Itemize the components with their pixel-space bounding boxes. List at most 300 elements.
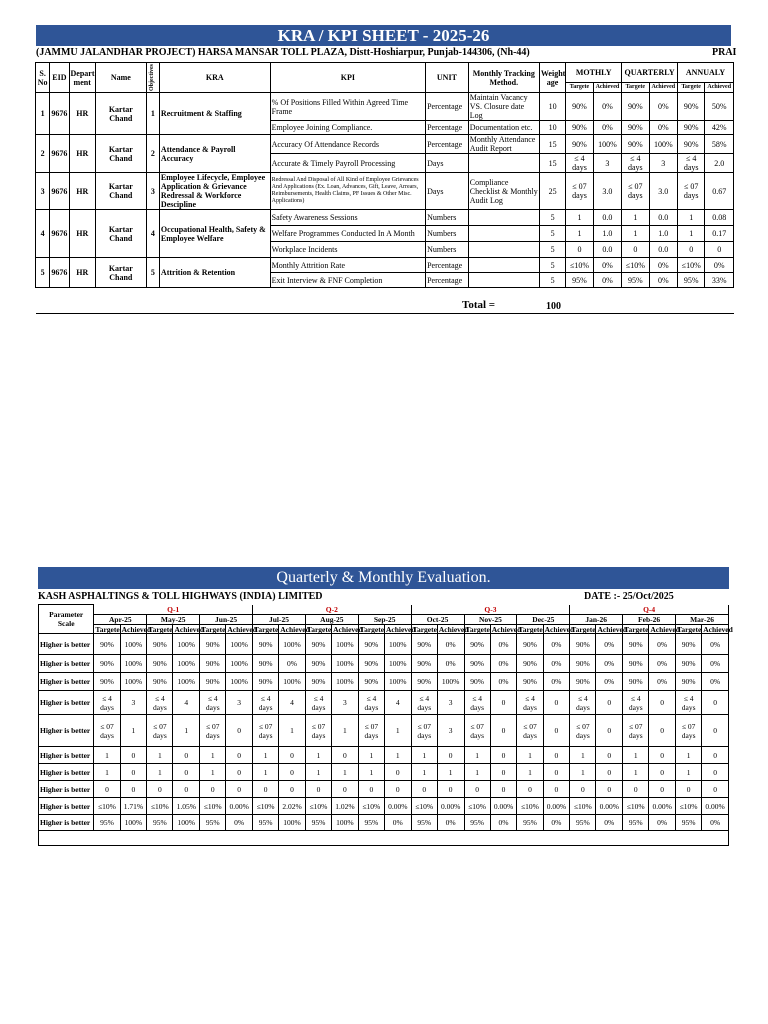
eval-value-cell: 90%	[147, 634, 173, 655]
eval-value-cell: 100%	[173, 815, 200, 831]
eval-value-cell: 3	[437, 691, 464, 715]
eval-value-cell: 0%	[384, 815, 411, 831]
eval-value-cell: 0	[490, 691, 517, 715]
eval-value-cell: 100%	[384, 673, 411, 691]
objective-cell: 5	[146, 258, 159, 288]
value-cell: 5	[539, 210, 565, 226]
eval-value-cell: 0%	[702, 634, 729, 655]
tracking-cell	[468, 242, 539, 258]
eval-value-cell: ≤ 07 days	[253, 715, 279, 747]
evaluation-row	[39, 781, 729, 798]
sno-cell: 5	[36, 258, 50, 288]
value-cell: 15	[539, 154, 565, 173]
sub-targete: Targete	[95, 624, 120, 634]
eval-value-cell: ≤ 4 days	[94, 691, 120, 715]
eval-value-cell: 95%	[200, 815, 226, 831]
value-cell: 90%	[622, 121, 649, 135]
sub-achieved: Achieved	[385, 624, 416, 634]
eval-value-cell: 0	[279, 781, 306, 798]
eval-value-cell: 0	[676, 781, 702, 798]
eval-value-cell: ≤10%	[464, 798, 490, 815]
value-cell: 0%	[593, 258, 621, 273]
eval-value-cell: ≤ 07 days	[623, 715, 649, 747]
value-cell: ≤ 07 days	[622, 173, 649, 210]
kra-row	[36, 93, 734, 121]
value-cell: 90%	[622, 93, 649, 121]
eval-value-cell: 90%	[517, 673, 543, 691]
sub-achieved: Achieved	[438, 624, 469, 634]
eval-value-cell: 95%	[623, 815, 649, 831]
eval-value-cell: 0	[226, 781, 253, 798]
eval-value-cell: ≤ 07 days	[464, 715, 490, 747]
scale-cell: Higher is better	[39, 715, 94, 747]
sheet-subtitle-right: PRAI	[712, 47, 737, 58]
eval-value-cell: 1	[570, 747, 596, 764]
sub-achieved: Achieved	[121, 624, 152, 634]
eval-value-cell: 4	[279, 691, 306, 715]
value-cell: 0.0	[593, 210, 621, 226]
eval-value-cell: 90%	[676, 634, 702, 655]
value-cell: 0	[622, 242, 649, 258]
eval-value-cell: 90%	[358, 655, 384, 673]
eval-value-cell: 0	[437, 747, 464, 764]
eval-value-cell: 90%	[253, 655, 279, 673]
eval-value-cell: 0%	[543, 634, 570, 655]
eval-value-cell: 0	[358, 781, 384, 798]
eval-value-cell: 0	[464, 781, 490, 798]
eval-value-cell: 0%	[649, 815, 676, 831]
value-cell: 25	[539, 173, 565, 210]
eval-value-cell: 1	[411, 764, 437, 781]
eval-value-cell: 90%	[517, 655, 543, 673]
scale-cell: Higher is better	[39, 673, 94, 691]
eval-value-cell: 0	[543, 715, 570, 747]
value-cell: 95%	[622, 273, 649, 288]
value-cell: 1	[566, 226, 593, 242]
sub-achieved: Achieved	[280, 624, 310, 634]
eval-value-cell: 0	[332, 747, 359, 764]
col-annualy: ANNUALY	[678, 63, 734, 83]
kra-row	[36, 135, 734, 154]
eval-value-cell: ≤ 4 days	[253, 691, 279, 715]
sub-targete: Targete	[148, 624, 173, 634]
value-cell: 58%	[705, 135, 734, 154]
value-cell: ≤10%	[622, 258, 649, 273]
eval-value-cell: 95%	[411, 815, 437, 831]
value-cell: 100%	[593, 135, 621, 154]
eval-value-cell: 0%	[437, 634, 464, 655]
value-cell: 3	[649, 154, 677, 173]
eval-value-cell: 1	[94, 764, 120, 781]
eval-value-cell: 2.02%	[279, 798, 306, 815]
eval-value-cell: 0	[411, 781, 437, 798]
evaluation-title: Quarterly & Monthly Evaluation.	[38, 567, 729, 589]
eval-value-cell: 1	[464, 747, 490, 764]
sub-targete: Targete	[677, 624, 702, 634]
eval-value-cell: 1.71%	[120, 798, 147, 815]
eval-value-cell: 1	[200, 747, 226, 764]
eval-value-cell: 100%	[173, 634, 200, 655]
eval-value-cell: 1	[358, 747, 384, 764]
value-cell: 1	[678, 210, 705, 226]
eval-value-cell: 0	[570, 781, 596, 798]
value-cell: 2.0	[705, 154, 734, 173]
kra-row	[36, 173, 734, 210]
value-cell: 95%	[566, 273, 593, 288]
tracking-cell: Documentation etc.	[468, 121, 539, 135]
eval-value-cell: 1.05%	[173, 798, 200, 815]
sub-targete: Targete	[622, 83, 649, 93]
eval-value-cell: 0	[543, 781, 570, 798]
sub-achieved: Achieved	[491, 624, 522, 634]
kra-cell: Attendance & Payroll Accuracy	[159, 135, 270, 173]
col-sno: S. No	[36, 63, 50, 93]
value-cell: 100%	[649, 135, 677, 154]
eval-value-cell: 100%	[226, 634, 253, 655]
value-cell: 0.0	[593, 242, 621, 258]
eval-value-cell: 90%	[676, 673, 702, 691]
eval-value-cell: 0	[173, 781, 200, 798]
unit-cell: Days	[426, 154, 469, 173]
sub-targete: Targete	[678, 83, 705, 93]
value-cell: 3.0	[593, 173, 621, 210]
eval-value-cell: 3	[437, 715, 464, 747]
value-cell: 5	[539, 242, 565, 258]
scale-cell: Higher is better	[39, 691, 94, 715]
eval-value-cell: 0%	[543, 673, 570, 691]
eval-value-cell: 0	[649, 764, 676, 781]
eval-value-cell: 0	[649, 691, 676, 715]
kpi-cell: Employee Joining Compliance.	[270, 121, 425, 135]
eval-value-cell: 95%	[570, 815, 596, 831]
sub-achieved: Achieved	[544, 624, 575, 634]
sub-achieved: Achieved	[705, 83, 734, 93]
eval-value-cell: 0	[279, 747, 306, 764]
eval-value-cell: 1	[676, 764, 702, 781]
value-cell: 0%	[649, 273, 677, 288]
eval-value-cell: 0	[332, 781, 359, 798]
dept-cell: HR	[69, 210, 95, 258]
evaluation-row	[39, 815, 729, 831]
value-cell: 90%	[678, 135, 705, 154]
value-cell: ≤ 07 days	[678, 173, 705, 210]
value-cell: 0%	[649, 93, 677, 121]
evaluation-row	[39, 798, 729, 815]
eval-value-cell: ≤10%	[200, 798, 226, 815]
eval-value-cell: 1	[253, 764, 279, 781]
month-header: Sep-25	[358, 615, 411, 625]
name-cell: Kartar Chand	[95, 93, 146, 135]
value-cell: 1	[622, 210, 649, 226]
eval-value-cell: 0%	[702, 655, 729, 673]
tracking-cell	[468, 226, 539, 242]
eval-value-cell: 0	[702, 781, 729, 798]
tracking-cell	[468, 210, 539, 226]
value-cell: 0%	[593, 273, 621, 288]
eval-value-cell: 0.00%	[596, 798, 623, 815]
eval-value-cell: 100%	[173, 673, 200, 691]
sub-targete: Targete	[518, 624, 543, 634]
company-name: KASH ASPHALTINGS & TOLL HIGHWAYS (INDIA) LIMITED	[38, 591, 323, 602]
eval-value-cell: 0%	[490, 815, 517, 831]
eval-value-cell: 0%	[490, 673, 517, 691]
eval-value-cell: 90%	[253, 634, 279, 655]
sub-targete: Targete	[566, 83, 593, 93]
kpi-cell: Redressal And Disposal of All Kind of Employee Grievances And Applications (Ex. Loan, Advances, Gift, Leave, Arrears, Reimbursements, Health Claims, PF Issues & Other Misc. Applications)	[270, 173, 425, 210]
month-header: May-25	[147, 615, 200, 625]
eval-value-cell: ≤10%	[358, 798, 384, 815]
eval-value-cell: 0	[384, 764, 411, 781]
eval-value-cell: 90%	[94, 655, 120, 673]
unit-cell: Percentage	[426, 121, 469, 135]
eval-value-cell: ≤ 4 days	[676, 691, 702, 715]
eval-value-cell: 0	[702, 715, 729, 747]
eval-value-cell: 1	[437, 764, 464, 781]
eval-value-cell: 0%	[279, 655, 306, 673]
col-unit: UNIT	[426, 63, 469, 93]
month-header: Dec-25	[517, 615, 570, 625]
eval-value-cell: 100%	[332, 815, 359, 831]
value-cell: 0	[678, 242, 705, 258]
eval-value-cell: ≤10%	[623, 798, 649, 815]
eval-value-cell: 0	[173, 747, 200, 764]
eval-value-cell: 0.00%	[649, 798, 676, 815]
eval-value-cell: 0.00%	[702, 798, 729, 815]
eval-value-cell: 95%	[253, 815, 279, 831]
eval-value-cell: ≤ 07 days	[94, 715, 120, 747]
objective-cell: 1	[146, 93, 159, 135]
col-kra: KRA	[159, 63, 270, 93]
evaluation-row	[39, 764, 729, 781]
sub-targete: Targete	[201, 624, 226, 634]
dept-cell: HR	[69, 258, 95, 288]
eval-value-cell: 90%	[623, 655, 649, 673]
eid-cell: 9676	[50, 210, 69, 258]
value-cell: 5	[539, 258, 565, 273]
eval-value-cell: 0	[226, 764, 253, 781]
eval-value-cell: 0	[649, 781, 676, 798]
eval-value-cell: ≤ 07 days	[517, 715, 543, 747]
col-tracking: Monthly Tracking Method.	[468, 63, 539, 93]
eval-value-cell: 90%	[411, 673, 437, 691]
eval-value-cell: 90%	[464, 655, 490, 673]
eval-value-cell: 1	[623, 764, 649, 781]
value-cell: 3.0	[649, 173, 677, 210]
scale-cell: Higher is better	[39, 815, 94, 831]
eval-value-cell: 90%	[464, 634, 490, 655]
empty-row	[39, 831, 729, 846]
objective-cell: 4	[146, 210, 159, 258]
eval-value-cell: 0	[120, 781, 147, 798]
eval-value-cell: 95%	[517, 815, 543, 831]
name-cell: Kartar Chand	[95, 210, 146, 258]
eval-value-cell: ≤ 4 days	[305, 691, 331, 715]
kra-cell: Occupational Health, Safety & Employee Welfare	[159, 210, 270, 258]
unit-cell: Numbers	[426, 226, 469, 242]
eval-value-cell: 0	[200, 781, 226, 798]
scale-cell: Higher is better	[39, 781, 94, 798]
eval-value-cell: ≤ 07 days	[147, 715, 173, 747]
eval-value-cell: ≤ 4 days	[358, 691, 384, 715]
sub-achieved: Achieved	[649, 83, 677, 93]
eval-value-cell: 90%	[623, 634, 649, 655]
eval-value-cell: 0	[437, 781, 464, 798]
value-cell: 90%	[678, 93, 705, 121]
eval-value-cell: ≤10%	[305, 798, 331, 815]
unit-cell: Days	[426, 173, 469, 210]
eval-value-cell: ≤ 07 days	[570, 715, 596, 747]
total-label: Total =	[462, 299, 496, 311]
eval-value-cell: 0%	[702, 673, 729, 691]
eval-value-cell: 0	[543, 747, 570, 764]
unit-cell: Percentage	[426, 273, 469, 288]
evaluation-row	[39, 691, 729, 715]
eval-value-cell: ≤10%	[517, 798, 543, 815]
eval-value-cell: 90%	[200, 634, 226, 655]
eval-value-cell: 0	[596, 781, 623, 798]
month-header: Feb-26	[623, 615, 676, 625]
unit-cell: Percentage	[426, 258, 469, 273]
scale-cell: Higher is better	[39, 798, 94, 815]
value-cell: ≤ 4 days	[566, 154, 593, 173]
total-divider	[36, 313, 734, 314]
sub-targete: Targete	[571, 624, 596, 634]
value-cell: 95%	[678, 273, 705, 288]
eval-value-cell: 100%	[226, 655, 253, 673]
eval-value-cell: 90%	[147, 673, 173, 691]
eval-value-cell: 1	[147, 764, 173, 781]
eval-value-cell: 0.00%	[437, 798, 464, 815]
parameter-scale-header: Parameter Scale	[39, 605, 94, 634]
eval-value-cell: 1	[623, 747, 649, 764]
eval-value-cell: 90%	[570, 673, 596, 691]
eval-value-cell: ≤ 4 days	[147, 691, 173, 715]
col-dept: Depart ment	[69, 63, 95, 93]
eval-value-cell: 90%	[517, 634, 543, 655]
eval-value-cell: 90%	[305, 673, 331, 691]
eval-value-cell: 90%	[358, 634, 384, 655]
value-cell: 10	[539, 93, 565, 121]
quarter-header: Q-3	[411, 605, 570, 615]
kra-row	[36, 258, 734, 273]
eval-value-cell: 1	[332, 715, 359, 747]
eval-value-cell: 100%	[279, 634, 306, 655]
value-cell: 0.08	[705, 210, 734, 226]
eval-value-cell: 1	[517, 764, 543, 781]
value-cell: 0	[566, 242, 593, 258]
month-header: Oct-25	[411, 615, 464, 625]
eval-value-cell: ≤ 4 days	[570, 691, 596, 715]
value-cell: 5	[539, 226, 565, 242]
evaluation-row	[39, 747, 729, 764]
eval-value-cell: 100%	[332, 634, 359, 655]
sub-achieved: Achieved	[227, 624, 257, 634]
eval-value-cell: 90%	[200, 673, 226, 691]
sub-targete: Targete	[412, 624, 437, 634]
value-cell: 0.0	[649, 210, 677, 226]
value-cell: ≤ 07 days	[566, 173, 593, 210]
eval-value-cell: 0%	[596, 655, 623, 673]
eval-value-cell: 90%	[676, 655, 702, 673]
value-cell: 42%	[705, 121, 734, 135]
sub-targete: Targete	[359, 624, 385, 634]
eval-value-cell: 0%	[543, 815, 570, 831]
eval-value-cell: 90%	[253, 673, 279, 691]
eval-value-cell: 0	[226, 747, 253, 764]
eval-value-cell: 0	[596, 691, 623, 715]
eval-value-cell: 0.00%	[543, 798, 570, 815]
evaluation-row	[39, 655, 729, 673]
sub-achieved: Achieved	[333, 624, 363, 634]
eval-value-cell: 1.02%	[332, 798, 359, 815]
month-header: Jul-25	[253, 615, 306, 625]
eval-value-cell: 0%	[437, 655, 464, 673]
value-cell: 5	[539, 273, 565, 288]
kpi-cell: Welfare Programmes Conducted In A Month	[270, 226, 425, 242]
value-cell: 15	[539, 135, 565, 154]
eval-value-cell: ≤ 07 days	[305, 715, 331, 747]
eval-value-cell: 0	[596, 747, 623, 764]
value-cell: 90%	[622, 135, 649, 154]
eval-value-cell: 0%	[437, 815, 464, 831]
eval-value-cell: 100%	[332, 655, 359, 673]
eval-value-cell: 90%	[411, 655, 437, 673]
eval-value-cell: ≤ 4 days	[464, 691, 490, 715]
eval-value-cell: 90%	[147, 655, 173, 673]
eval-value-cell: 0	[596, 764, 623, 781]
eval-value-cell: ≤ 4 days	[411, 691, 437, 715]
value-cell: 50%	[705, 93, 734, 121]
eval-value-cell: 90%	[570, 655, 596, 673]
kpi-cell: Accurate & Timely Payroll Processing	[270, 154, 425, 173]
sno-cell: 2	[36, 135, 50, 173]
eval-value-cell: 90%	[623, 673, 649, 691]
value-cell: 0.17	[705, 226, 734, 242]
eval-value-cell: 90%	[305, 634, 331, 655]
eval-value-cell: 100%	[120, 655, 147, 673]
eval-value-cell: 0	[490, 781, 517, 798]
value-cell: ≤ 4 days	[622, 154, 649, 173]
eval-value-cell: 1	[411, 747, 437, 764]
eval-value-cell: 0	[147, 781, 173, 798]
col-name: Name	[95, 63, 146, 93]
month-header: Apr-25	[94, 615, 147, 625]
eval-value-cell: 0	[94, 781, 120, 798]
eval-value-cell: 95%	[464, 815, 490, 831]
eval-value-cell: 1	[120, 715, 147, 747]
eval-value-cell: ≤10%	[147, 798, 173, 815]
eval-value-cell: 90%	[570, 634, 596, 655]
value-cell: 0%	[649, 121, 677, 135]
value-cell: 0%	[593, 121, 621, 135]
tracking-cell: Monthly Attendance Audit Report	[468, 135, 539, 154]
eval-value-cell: 1	[332, 764, 359, 781]
sheet-subtitle: (JAMMU JALANDHAR PROJECT) HARSA MANSAR TOLL PLAZA, Distt-Hoshiarpur, Punjab-144306, (Nh-44)	[36, 47, 530, 58]
eval-value-cell: 95%	[358, 815, 384, 831]
name-cell: Kartar Chand	[95, 258, 146, 288]
sub-achieved: Achieved	[593, 83, 621, 93]
eval-value-cell: 0	[305, 781, 331, 798]
total-value: 100	[546, 301, 561, 312]
unit-cell: Percentage	[426, 135, 469, 154]
month-header: Jun-25	[200, 615, 253, 625]
eval-value-cell: 0	[702, 764, 729, 781]
eval-value-cell: 0%	[226, 815, 253, 831]
value-cell: 1	[678, 226, 705, 242]
value-cell: 1.0	[649, 226, 677, 242]
eval-value-cell: 1	[464, 764, 490, 781]
value-cell: 0%	[593, 93, 621, 121]
